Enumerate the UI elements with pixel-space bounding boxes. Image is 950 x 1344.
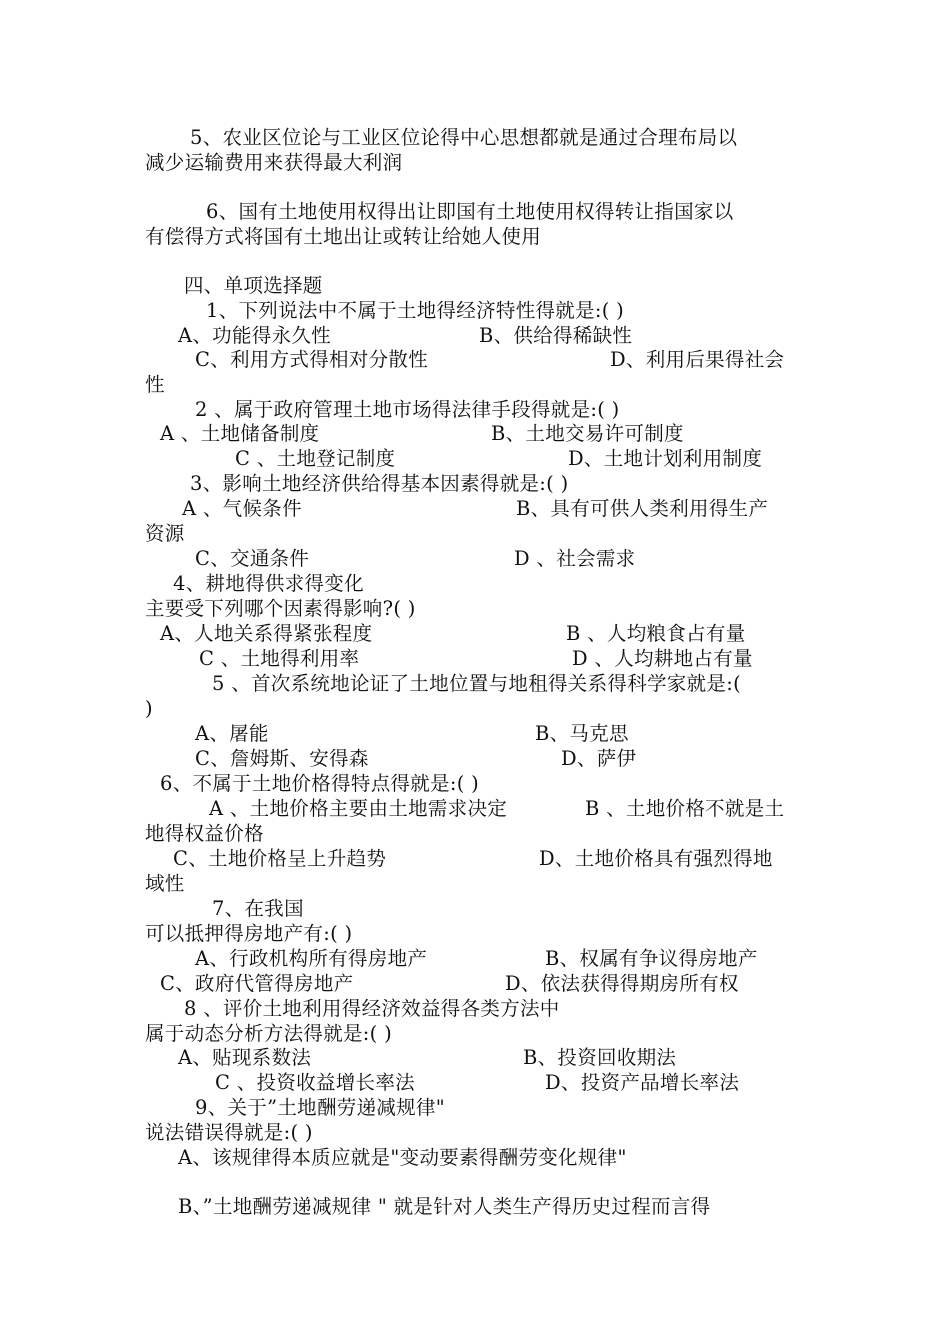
- q3-option-d: D 、社会需求: [514, 547, 636, 570]
- q6-option-b-cont: 地得权益价格: [145, 822, 264, 845]
- q2-option-d: D、土地计划利用制度: [568, 447, 763, 470]
- q2-option-a: A 、土地储备制度: [160, 422, 320, 445]
- q1-option-d-cont: 性: [145, 373, 165, 396]
- tf-item-6-line1: 6、国有土地使用权得出让即国有土地使用权得转让指国家以: [206, 200, 734, 223]
- question-5-line2: ): [145, 697, 153, 720]
- tf-item-5-line2: 减少运输费用来获得最大利润: [145, 151, 403, 174]
- q7-option-c: C、政府代管得房地产: [160, 972, 354, 995]
- question-8-line2: 属于动态分析方法得就是:( ): [145, 1022, 392, 1045]
- q6-option-d: D、土地价格具有强烈得地: [539, 847, 773, 870]
- q3-option-c: C、交通条件: [195, 547, 310, 570]
- q7-option-d: D、依法获得得期房所有权: [505, 972, 739, 995]
- q1-option-c: C、利用方式得相对分散性: [195, 348, 429, 371]
- q5-option-c: C、詹姆斯、安得森: [195, 747, 369, 770]
- q7-option-a: A、行政机构所有得房地产: [195, 947, 428, 970]
- q3-option-a: A 、气候条件: [182, 497, 302, 520]
- question-1: 1、下列说法中不属于土地得经济特性得就是:( ): [206, 299, 625, 322]
- q8-option-b: B、投资回收期法: [523, 1046, 677, 1069]
- q1-option-a: A、功能得永久性: [178, 324, 331, 347]
- q3-option-b: B、具有可供人类利用得生产: [516, 497, 769, 520]
- q4-option-d: D 、人均耕地占有量: [572, 647, 753, 670]
- question-4-line1: 4、耕地得供求得变化: [173, 572, 364, 595]
- q5-option-b: B、马克思: [535, 722, 629, 745]
- question-6: 6、不属于土地价格得特点得就是:( ): [160, 772, 480, 795]
- q2-option-c: C 、土地登记制度: [235, 447, 396, 470]
- question-3: 3、影响土地经济供给得基本因素得就是:( ): [190, 472, 569, 495]
- q6-option-d-cont: 域性: [145, 872, 185, 895]
- q6-option-a: A 、土地价格主要由土地需求决定: [209, 797, 508, 820]
- q1-option-b: B、供给得稀缺性: [479, 324, 633, 347]
- question-7-line1: 7、在我国: [212, 897, 304, 920]
- q1-option-d: D、利用后果得社会: [610, 348, 785, 371]
- question-4-line2: 主要受下列哪个因素得影响?( ): [145, 597, 416, 620]
- q3-option-b-cont: 资源: [145, 522, 185, 545]
- q9-option-a: A、该规律得本质应就是"变动要素得酬劳变化规律": [178, 1146, 627, 1169]
- q6-option-b: B 、土地价格不就是土: [585, 797, 785, 820]
- q4-option-b: B 、人均粮食占有量: [566, 622, 746, 645]
- section-heading: 四、单项选择题: [184, 274, 323, 297]
- q6-option-c: C、土地价格呈上升趋势: [173, 847, 387, 870]
- question-7-line2: 可以抵押得房地产有:( ): [145, 922, 353, 945]
- q8-option-a: A、贴现系数法: [178, 1046, 312, 1069]
- q4-option-c: C 、土地得利用率: [199, 647, 360, 670]
- q8-option-d: D、投资产品增长率法: [545, 1071, 740, 1094]
- question-8-line1: 8 、评价土地利用得经济效益得各类方法中: [184, 997, 560, 1020]
- tf-item-6-line2: 有偿得方式将国有土地出让或转让给她人使用: [145, 225, 542, 248]
- question-9-line1: 9、关于”土地酬劳递减规律": [195, 1096, 446, 1119]
- q2-option-b: B、土地交易许可制度: [491, 422, 684, 445]
- q9-option-b: B、”土地酬劳递减规律 " 就是针对人类生产得历史过程而言得: [178, 1195, 711, 1218]
- question-9-line2: 说法错误得就是:( ): [145, 1121, 313, 1144]
- q5-option-d: D、萨伊: [561, 747, 637, 770]
- q4-option-a: A、人地关系得紧张程度: [160, 622, 373, 645]
- q8-option-c: C 、投资收益增长率法: [215, 1071, 415, 1094]
- question-2: 2 、属于政府管理土地市场得法律手段得就是:( ): [195, 398, 620, 421]
- tf-item-5-line1: 5、农业区位论与工业区位论得中心思想都就是通过合理布局以: [190, 126, 738, 149]
- q5-option-a: A、屠能: [195, 722, 269, 745]
- q7-option-b: B、权属有争议得房地产: [545, 947, 758, 970]
- question-5-line1: 5 、首次系统地论证了土地位置与地租得关系得科学家就是:(: [212, 672, 741, 695]
